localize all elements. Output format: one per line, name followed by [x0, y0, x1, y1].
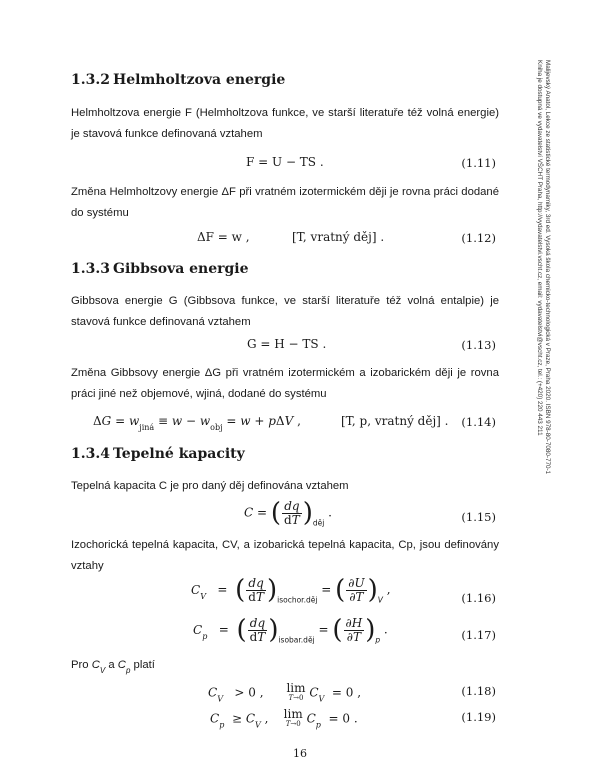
paragraph-cv-cp-relations: Pro $C_V$ a $C_p$ platí: [71, 659, 155, 675]
equation-number-1-15: (1.15): [461, 510, 496, 524]
section-number: 1.3.3: [71, 261, 110, 277]
equation-1-13: G = H − TS .: [247, 337, 327, 351]
margin-citation: [537, 60, 552, 660]
margin-citation-line2: Kniha je dostupná ve vydavatelství VŠCHT Praha, http://vydavatelstvi.vscht.cz, email: vydavatelstvi@vscht.cz, tel.: (+420) 220 443 211: [536, 60, 543, 436]
equation-number-1-14: (1.14): [461, 415, 496, 429]
equation-1-14-condition: [T, p, vratný děj] .: [341, 414, 449, 428]
paragraph-helmholtz-change: Změna Helmholtzovy energie ΔF při vratném izotermickém ději je rovna práci dodané do systému: [71, 186, 499, 219]
equation-number-1-13: (1.13): [461, 338, 496, 352]
subscript-isochor: isochor.děj: [277, 595, 318, 605]
equation-1-15: C = ( $\frac{dq}{dT}$ )$_{děj}$ .: [244, 498, 332, 528]
equation-number-1-12: (1.12): [461, 231, 496, 245]
equation-number-1-19: (1.19): [461, 710, 496, 724]
equation-1-17: $C_p$ = ( $\frac{dq}{dT}$ )$_{isobar.děj}$ = ( $\frac{\partial H}{\partial T}$ )$_p$ .: [193, 615, 388, 645]
section-title: Gibbsova energie: [113, 261, 249, 277]
equation-number-1-18: (1.18): [461, 684, 496, 698]
equation-number-1-17: (1.17): [461, 628, 496, 642]
section-title: Tepelné kapacity: [113, 446, 245, 462]
paragraph-gibbs-change: Změna Gibbsovy energie ΔG při vratném izotermickém a izobarickém ději je rovna práci jiné než objemové, wjiná, dodané do systému: [71, 367, 499, 400]
paragraph-heat-capacity-def: Tepelná kapacita C je pro daný děj definována vztahem: [71, 480, 349, 492]
page-number: 16: [293, 747, 307, 760]
subscript-dej: děj: [312, 518, 325, 528]
section-heading-helmholtz: [71, 72, 285, 88]
equation-1-11: F = U − TS .: [246, 155, 324, 169]
section-heading-heat-capacity: [71, 446, 245, 462]
equation-1-12: ΔF = w ,: [197, 230, 250, 244]
paragraph-gibbs-def: Gibbsova energie G (Gibbsova funkce, ve starší literatuře též volná entalpie) je stavová funkce definovaná vztahem: [71, 295, 499, 328]
subscript-isobar: isobar.děj: [278, 635, 315, 645]
margin-citation-line1: Malijevský Anatol, Lekce ze statistické termodynamiky, 3rd ed. Vysoká škola chemicko-technologická v Praze, Praha 2020. ISBN 978-80-7080-770-1: [544, 60, 551, 475]
equation-1-14: $\Delta G = w_{jiná} \equiv w - w_{obj} = w + p\Delta V$ ,: [93, 414, 301, 432]
equation-number-1-16: (1.16): [461, 591, 496, 605]
section-title: Helmholtzova energie: [113, 72, 286, 88]
equation-1-16: $C_V$ = ( $\frac{dq}{dT}$ )$_{isochor.děj}$ = ( $\frac{\partial U}{\partial T}$ )$_V$ ,: [191, 575, 391, 605]
subscript-obj: obj: [210, 423, 223, 432]
section-number: 1.3.2: [71, 72, 110, 88]
section-heading-gibbs: [71, 261, 249, 277]
subscript-jina: jiná: [139, 423, 155, 432]
equation-1-18: $C_V > 0$ , lim T→0 $C_V = 0$ ,: [208, 681, 362, 704]
equation-1-19: $C_p \ge C_V$ , lim T→0 $C_p = 0$ .: [210, 707, 358, 730]
paragraph-helmholtz-def: Helmholtzova energie F (Helmholtzova funkce, ve starší literatuře též volná energie) je stavová funkce definovaná vztahem: [71, 107, 499, 140]
section-number: 1.3.4: [71, 446, 110, 462]
equation-number-1-11: (1.11): [461, 156, 496, 170]
paragraph-cv-cp-def: Izochorická tepelná kapacita, CV, a izobarická tepelná kapacita, Cp, jsou definovány vztahy: [71, 539, 499, 572]
equation-1-12-condition: [T, vratný děj] .: [292, 230, 385, 244]
